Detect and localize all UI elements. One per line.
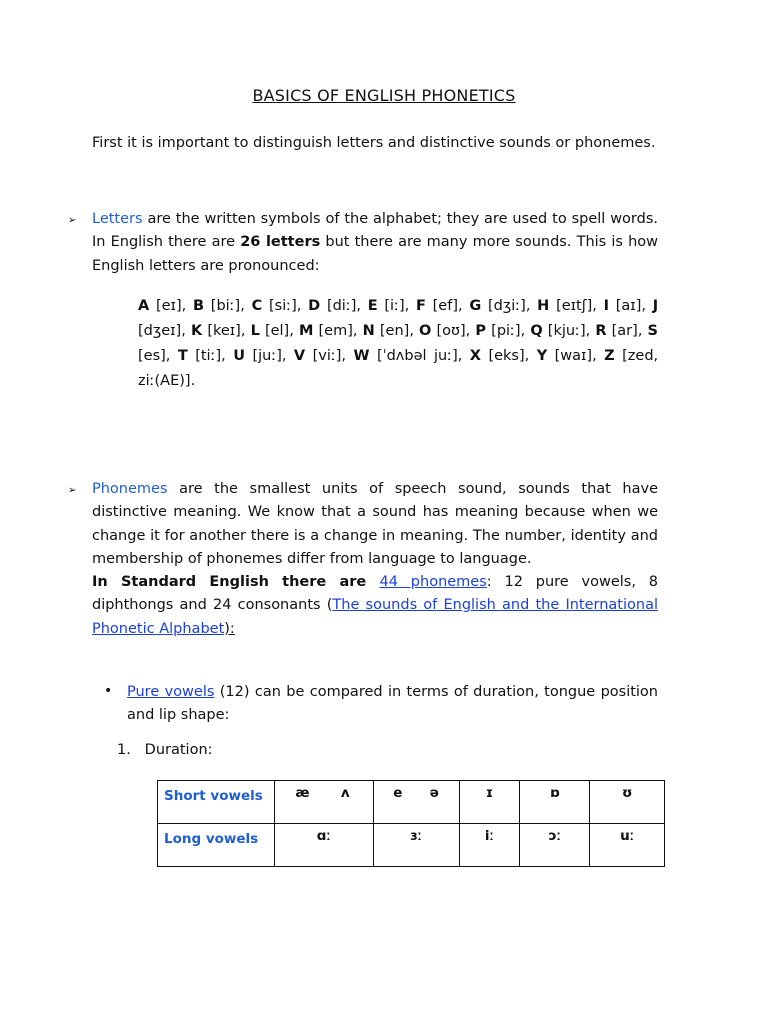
short-vowel-cell: e ə <box>373 781 459 824</box>
letters-term: Letters <box>92 211 143 227</box>
alphabet-letter: Y <box>536 348 548 364</box>
short-vowel-cell: ɪ <box>459 781 520 824</box>
alphabet-pronunciation: [viː] <box>312 348 342 364</box>
alphabet-pronunciation-list: A [eɪ], B [biː], C [siː], D [diː], E [iː], F [ef], G [dʒiː], H [eɪtʃ], I [aɪ], J [dʒeɪ], K [keɪ], L [el], M [em], N [en], O [oʊ], P [piː], Q [kjuː], R [ar], S [es], T [tiː], U [juː], V [viː], W [ˈdʌbəl juː], X [eks], Y [waɪ], Z [zed, ziː(AE)]. <box>138 298 659 389</box>
short-vowels-label: Short vowels <box>158 781 275 824</box>
alphabet-pronunciation: [waɪ] <box>554 348 593 364</box>
alphabet-entry <box>416 298 458 314</box>
table-row-long <box>158 824 665 867</box>
alphabet-pronunciation: [ef] <box>432 298 458 314</box>
duration-heading: 1. Duration: <box>117 742 213 758</box>
long-vowel-cell: uː <box>590 824 665 867</box>
alphabet-pronunciation: [el] <box>264 323 290 339</box>
alphabet-entry <box>193 298 240 314</box>
alphabet-entry <box>469 298 525 314</box>
alphabet-pronunciation: [em] <box>318 323 353 339</box>
alphabet-entry <box>138 298 182 314</box>
alphabet-pronunciation: [eɪtʃ] <box>556 298 593 314</box>
alphabet-letter: Q <box>530 323 543 339</box>
alphabet-entry <box>191 323 241 339</box>
alphabet-letter: M <box>298 323 314 339</box>
arrow-bullet-icon: ➢ <box>68 485 77 496</box>
alphabet-pronunciation: [zed, ziː(AE)] <box>138 348 659 389</box>
vowel-duration-table <box>157 780 665 867</box>
dot-bullet-icon: • <box>104 683 113 699</box>
alphabet-pronunciation: [dʒiː] <box>488 298 526 314</box>
alphabet-pronunciation: [eɪ] <box>155 298 182 314</box>
alphabet-entry <box>475 323 520 339</box>
alphabet-pronunciation: [juː] <box>252 348 282 364</box>
alphabet-entry <box>419 323 466 339</box>
short-vowel-cell: ʊ <box>590 781 665 824</box>
alphabet-pronunciation: [tiː] <box>195 348 222 364</box>
alphabet-pronunciation: [aɪ] <box>615 298 642 314</box>
alphabet-letter: C <box>251 298 263 314</box>
alphabet-letter: F <box>415 298 426 314</box>
alphabet-entry <box>530 323 585 339</box>
pure-vowels-paragraph: Pure vowels (12) can be compared in terms of duration, tongue position and lip shape: <box>127 684 658 723</box>
alphabet-entry <box>368 298 405 314</box>
letters-count: 26 letters <box>240 234 321 251</box>
alphabet-letter: B <box>192 298 205 314</box>
alphabet-letter: N <box>362 323 375 339</box>
alphabet-letter: V <box>293 348 306 364</box>
alphabet-letter: A <box>138 298 150 314</box>
arrow-bullet-icon: ➢ <box>68 215 77 226</box>
short-vowel-cell: ɒ <box>520 781 590 824</box>
alphabet-pronunciation: [diː] <box>326 298 357 314</box>
page-title: BASICS OF ENGLISH PHONETICS <box>252 86 516 105</box>
alphabet-entry <box>299 323 353 339</box>
alphabet-letter: E <box>367 298 378 314</box>
alphabet-letter: P <box>475 323 487 339</box>
long-vowel-cell: ɑː <box>275 824 374 867</box>
table-row-short <box>158 781 665 824</box>
phonemes-paragraph: Phonemes are the smallest units of speech sound, sounds that have distinctive meaning. We know that a sound has meaning because when we change it for another there is a change in meaning. The number, identity and membership of phonemes differ from language to language. In Standard English there are 44 phonemes: 12 pure vowels, 8 diphthongs and 24 consonants (The sounds of English and the International Phonetic Alphabet): <box>92 481 658 637</box>
alphabet-pronunciation: [oʊ] <box>436 323 466 339</box>
alphabet-pronunciation: [ar] <box>611 323 638 339</box>
short-vowel-cell: æ ʌ <box>275 781 374 824</box>
alphabet-letter: J <box>652 298 659 314</box>
alphabet-pronunciation: [siː] <box>268 298 297 314</box>
alphabet-entry <box>252 298 297 314</box>
alphabet-pronunciation: [en] <box>379 323 410 339</box>
alphabet-pronunciation: [kjuː] <box>547 323 586 339</box>
long-vowel-cell: ɜː <box>373 824 459 867</box>
alphabet-letter: U <box>233 348 245 364</box>
alphabet-entry <box>595 323 637 339</box>
alphabet-entry <box>537 298 592 314</box>
link-pure-vowels[interactable]: Pure vowels <box>127 684 215 700</box>
long-vowel-cell: ɔː <box>520 824 590 867</box>
alphabet-pronunciation: [es] <box>138 348 166 364</box>
alphabet-pronunciation: [dʒeɪ] <box>138 323 182 339</box>
alphabet-pronunciation: [keɪ] <box>207 323 241 339</box>
letters-paragraph: Letters are the written symbols of the alphabet; they are used to spell words. In English there are 26 letters but there are many more sounds. This is how English letters are pronounced: <box>92 211 658 274</box>
phonemes-term: Phonemes <box>92 481 168 497</box>
alphabet-entry <box>604 298 642 314</box>
alphabet-entry <box>178 348 221 364</box>
alphabet-pronunciation: [ˈdʌbəl juː] <box>376 348 458 364</box>
alphabet-entry <box>470 348 525 364</box>
intro-paragraph: First it is important to distinguish letters and distinctive sounds or phonemes. <box>92 135 656 151</box>
alphabet-entry <box>294 348 342 364</box>
alphabet-entry <box>308 298 356 314</box>
alphabet-letter: I <box>603 298 610 314</box>
link-44-phonemes[interactable]: 44 phonemes <box>379 574 487 591</box>
link-sounds-of-english-ipa[interactable]: The sounds of English and the International Phonetic Alphabet <box>92 597 658 637</box>
long-vowels-label: Long vowels <box>158 824 275 867</box>
alphabet-letter: H <box>537 298 550 314</box>
alphabet-entry <box>353 348 457 364</box>
alphabet-letter: O <box>419 323 432 339</box>
alphabet-pronunciation: [eks] <box>488 348 525 364</box>
alphabet-letter: G <box>469 298 482 314</box>
alphabet-letter: D <box>308 298 321 314</box>
alphabet-letter: X <box>469 348 481 364</box>
alphabet-pronunciation: [piː] <box>491 323 521 339</box>
alphabet-letter: K <box>190 323 203 339</box>
alphabet-pronunciation: [iː] <box>384 298 405 314</box>
alphabet-entry <box>363 323 410 339</box>
alphabet-letter: Z <box>604 348 615 364</box>
alphabet-pronunciation: [biː] <box>210 298 241 314</box>
alphabet-entry <box>233 348 282 364</box>
alphabet-letter: R <box>595 323 607 339</box>
alphabet-letter: L <box>250 323 260 339</box>
alphabet-letter: S <box>647 323 658 339</box>
alphabet-entry <box>537 348 592 364</box>
alphabet-letter: T <box>177 348 188 364</box>
long-vowel-cell: iː <box>459 824 520 867</box>
alphabet-entry <box>251 323 290 339</box>
alphabet-letter: W <box>353 348 370 364</box>
